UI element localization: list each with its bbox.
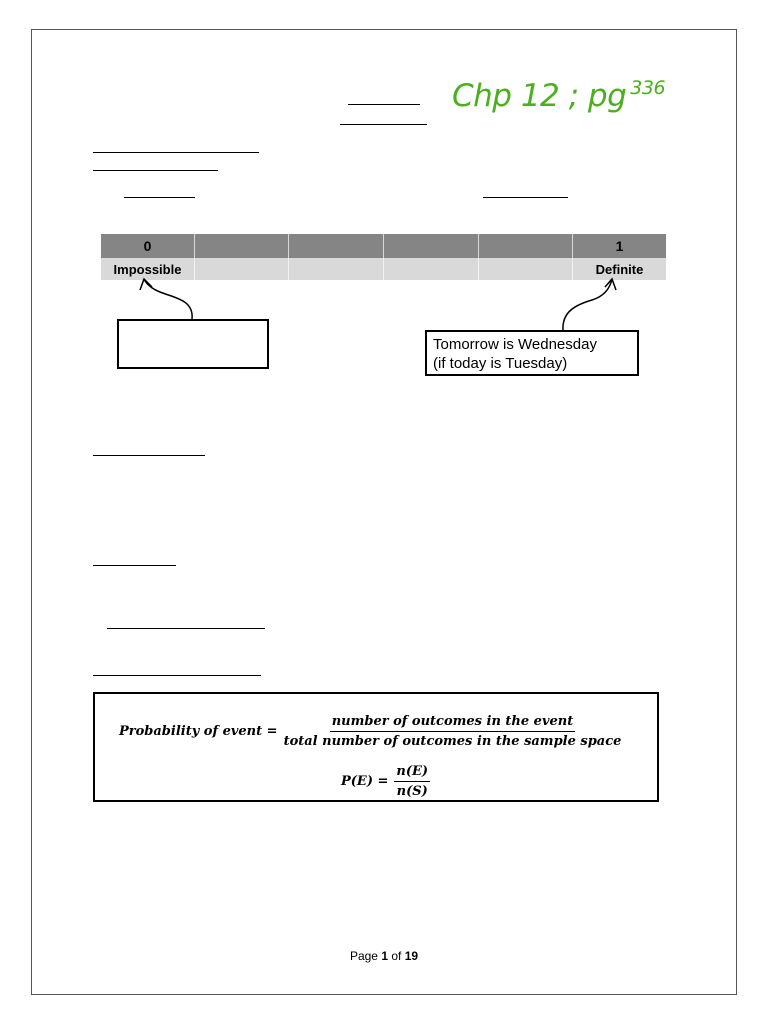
- footer-of: of: [391, 949, 402, 963]
- impossible-arrowhead: [140, 279, 152, 290]
- formula-denominator: total number of outcomes in the sample space: [283, 734, 622, 749]
- section-blank-line: [93, 565, 176, 566]
- footer-current-page: 1: [381, 949, 388, 963]
- impossible-example-box: [117, 319, 269, 369]
- probability-formula-box: [93, 692, 659, 802]
- footer-prefix: Page: [349, 949, 378, 963]
- short-formula-lhs: P(E) =: [341, 774, 389, 789]
- short-formula: [341, 764, 430, 799]
- chapter-note: Chp 12 ; pg: [452, 78, 627, 114]
- page-footer: [0, 949, 768, 963]
- section-blank-line: [93, 455, 205, 456]
- formula-lhs: Probability of event =: [119, 724, 278, 739]
- short-formula-fraction: [394, 764, 430, 799]
- impossible-label: Impossible: [101, 258, 195, 280]
- formula-numerator: number of outcomes in the event: [330, 714, 576, 732]
- definite-example-line1: Tomorrow is Wednesday: [433, 336, 597, 353]
- short-formula-denominator: n(S): [396, 784, 428, 799]
- footer-total-pages: 19: [404, 949, 419, 963]
- scale-cell-one: 1: [573, 234, 666, 258]
- definite-example-box: [425, 330, 639, 376]
- page-number-note: 336: [630, 77, 666, 99]
- formula-fraction: [284, 714, 622, 749]
- probability-formula: [119, 714, 621, 749]
- short-formula-numerator: n(E): [394, 764, 430, 782]
- scale-cell-zero: 0: [101, 234, 195, 258]
- definite-label: Definite: [573, 258, 666, 280]
- section-blank-line: [93, 675, 261, 676]
- definite-example-line2: (if today is Tuesday): [433, 355, 568, 372]
- impossible-arrow: [144, 279, 192, 319]
- section-blank-line: [107, 628, 265, 629]
